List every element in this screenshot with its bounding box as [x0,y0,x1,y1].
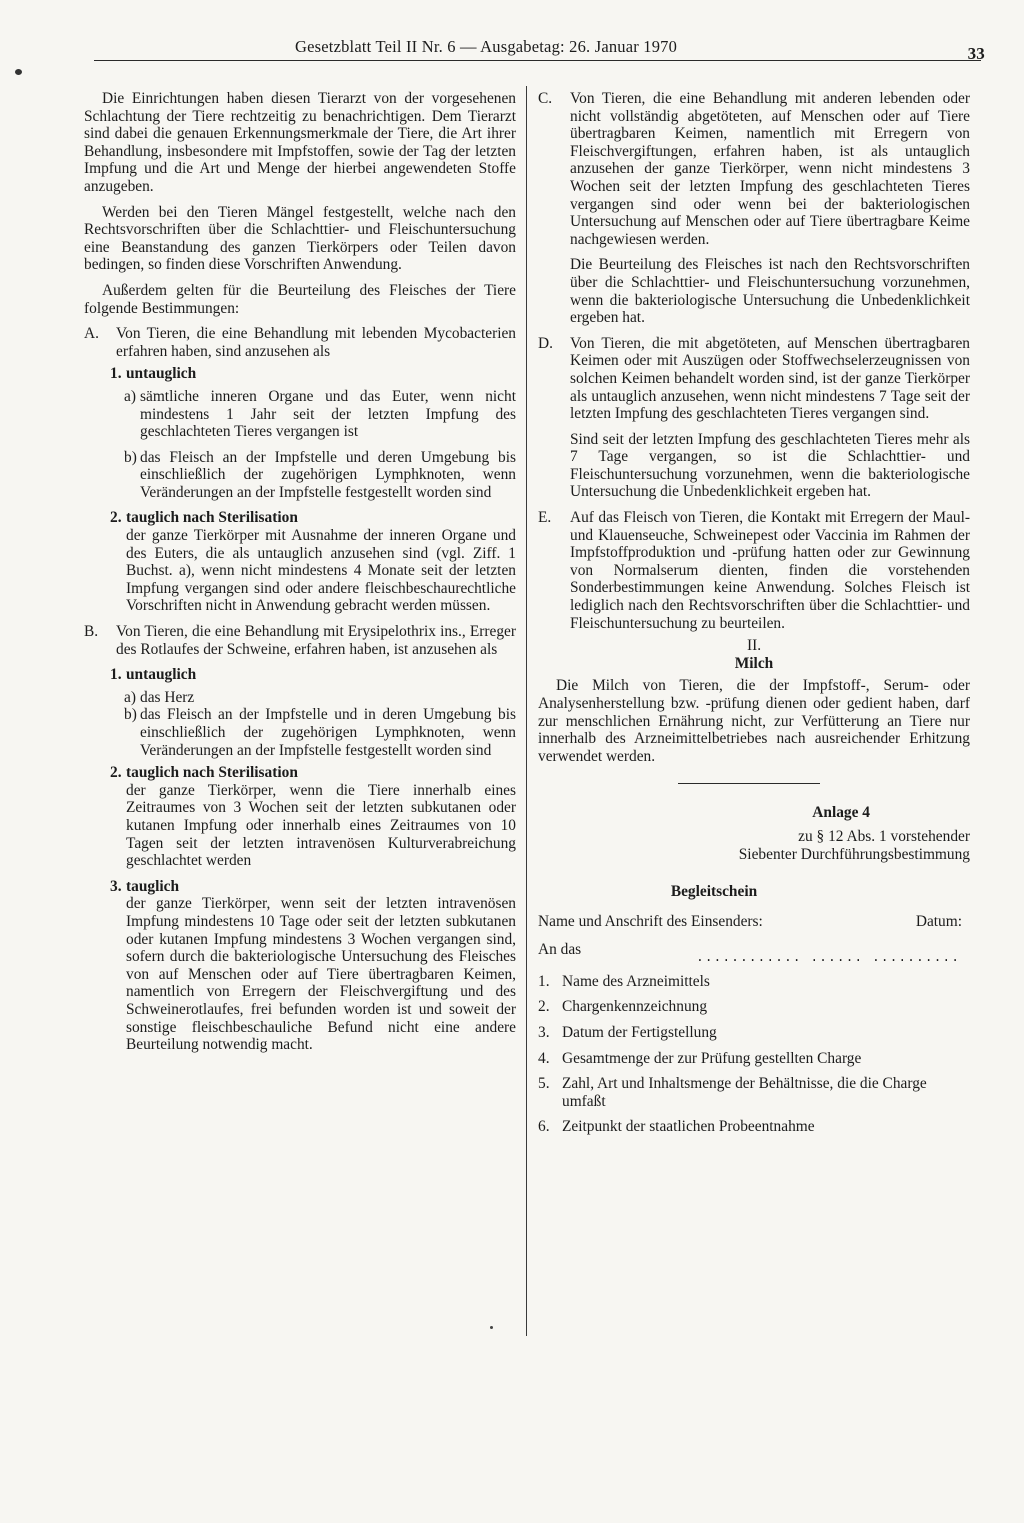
section-e [538,509,970,632]
header-title: Gesetzblatt Teil II Nr. 6 — Ausgabetag: 26. Januar 1970 [295,37,678,56]
section-b-1-a-text: das Herz [140,688,195,706]
section-c-label: C. [538,90,553,107]
section-b-2-label: 2. [110,764,122,782]
form-item [538,998,970,1016]
form-item-number: 1. [538,972,550,990]
anlage-ref-line-1: zu § 12 Abs. 1 vorstehender [798,827,970,845]
form-item [538,1050,970,1068]
section-a-text: Von Tieren, die eine Behandlung mit lebenden Mycobacterien erfahren haben, sind anzusehen als [116,325,516,360]
section-a-1-b-label: b) [124,448,137,466]
section-e-text: Auf das Fleisch von Tieren, die Kontakt mit Erregern der Maul- und Klauenseuche, Schweinepest oder Vaccinia im Rahmen der Impfstoffproduktion und -prüfung hatten oder zur Gewinnung von Normalserum dienten, finden die vorstehenden Sonderbestimmungen keine Anwendung. Solches Fleisch ist lediglich nach den Rechtsvorschriften über die Schlachttier- und Fleischuntersuchung zu beurteilen. [570,509,970,632]
section-b-1-b [84,706,516,759]
right-column [538,90,970,1136]
section-b-2-head: tauglich nach Sterilisation [126,764,298,782]
header-rule [94,60,981,61]
form-item-number: 3. [538,1023,550,1041]
form-recipient-row [538,941,970,965]
section-b-text: Von Tieren, die eine Behandlung mit Erysipelothrix ins., Erreger des Rotlaufes der Schweine, erfahren haben, ist anzusehen als [116,623,516,658]
form-item [538,1118,970,1136]
form-title: Begleitschein [670,883,758,901]
section-ii-heading: II. [746,637,762,655]
form-item-text: Zahl, Art und Inhaltsmenge der Behältnisse, die die Charge umfaßt [562,1075,927,1110]
section-b-1-head: untauglich [126,666,197,684]
section-c-text-2: Die Beurteilung des Fleisches ist nach den Rechtsvorschriften über die Schlachttier- und Fleischuntersuchung vorzunehmen, wenn die bakteriologische Untersuchung die Unbedenklichkeit ergeben hat. [570,256,970,327]
section-a-2 [84,509,516,615]
margin-dot [15,69,22,75]
section-a-label: A. [84,325,99,343]
form-recipient-label: An das [538,940,582,958]
form-date-label: Datum: [915,912,962,930]
section-b-3-head: tauglich [126,877,180,895]
form-item-text: Datum der Fertigstellung [562,1023,717,1041]
section-b-2 [84,764,516,870]
section-e-label: E. [538,509,552,527]
milch-heading: Milch [734,654,774,672]
column-divider [526,86,527,1336]
anlage-ref-line-2: Siebenter Durchführungsbestimmung [738,845,970,863]
section-b-3-label: 3. [110,877,122,895]
form-item-number: 6. [538,1118,550,1136]
form-item-number: 5. [538,1075,550,1093]
page-number: 33 [967,44,985,63]
section-a-1-a-text: sämtliche inneren Organe und das Euter, wenn nicht mindestens 1 Jahr seit der letzten Impfung des geschlachteten Tieres vergangen ist [140,387,516,441]
section-b [84,623,516,658]
section-b-1 [84,666,516,684]
form-item-text: Name des Arzneimittels [562,972,710,990]
left-column [84,90,516,1054]
section-a-1-b [84,449,516,502]
milch-text: Die Milch von Tieren, die der Impfstoff-, Serum- oder Analysenherstellung bzw. -prüfung dienen oder gedient haben, darf zur menschlichen Ernährung nicht, zur Verfütterung an Tiere nur innerhalb des Arzneimittelbetriebes nach ausreichender Erhitzung verwendet werden. [538,677,970,765]
section-a-1-b-text: das Fleisch an der Impfstelle und deren Umgebung bis einschließlich der zugehörigen Lymphknoten, wenn Veränderungen an der Impfstelle festgestellt worden sind [140,448,516,501]
section-a-2-text: der ganze Tierkörper mit Ausnahme der inneren Organe und des Euters, die als untauglich anzusehen sind (vgl. Ziff. 1 Buchst. a), wenn nicht mindestens 4 Monate seit der letzten Impfung vergangen sind oder andere fleischbeschaurechtliche Vorschriften nicht in Anwendung gebracht werden müssen. [126,527,516,615]
form-sender-label: Name und Anschrift des Einsenders: [538,912,763,930]
form-item [538,973,970,991]
section-d-text: Von Tieren, die mit abgetöteten, auf Menschen übertragbaren Keimen oder mit Auszügen oder Stoffwechselerzeugnissen von solchen Keimen behandelt worden sind, ist der ganze Tierkörper als untauglich anzusehen, wenn nicht mindestens 7 Tage seit der letzten Impfung des geschlachteten Tieres vergangen sind. [570,334,970,423]
section-a-1-head: untauglich [126,365,197,383]
form-recipient-dots: ............ ...... .......... [695,949,960,965]
section-b-3-text: der ganze Tierkörper, wenn seit der letzten intravenösen Impfung mindestens 10 Tage oder seit der letzten subkutanen oder kutanen Impfung mindestens 3 Wochen vergangen sind, sofern durch die bakteriologische Untersuchung des Fleisches von auf Menschen oder auf Tiere übertragbaren Keimen, namentlich von Erregern der Fleischvergiftung und des Schweinerotlaufes, frei befunden worden ist und soweit der sonstige fleischbeschauliche Befund nicht eine andere Beurteilung notwendig macht. [126,895,516,1054]
form-item-number: 4. [538,1049,550,1067]
form-item-text: Zeitpunkt der staatlichen Probeentnahme [562,1118,815,1136]
section-b-1-a [84,689,516,707]
paragraph-2: Werden bei den Tieren Mängel festgestellt, welche nach den Rechtsvorschriften über die Schlachttier- und Fleischuntersuchung eine Beanstandung des ganzen Tierkörpers oder Teilen davon bedingen, so finden diese Vorschriften Anwendung. [84,203,516,274]
section-b-1-label: 1. [110,666,122,684]
section-d [538,335,970,501]
form-item-text: Chargenkennzeichnung [562,998,708,1016]
section-d-text-2: Sind seit der letzten Impfung des geschlachteten Tieres mehr als 7 Tage vergangen, so ist die Schlachttier- und Fleischuntersuchung vorzunehmen, wenn die bakteriologische Untersuchung die Unbedenklichkeit ergeben hat. [570,430,970,501]
form-item-text: Gesamtmenge der zur Prüfung gestellten Charge [562,1049,862,1067]
form-item [538,1075,970,1110]
section-c [538,90,970,327]
section-c-text: Von Tieren, die eine Behandlung mit anderen lebenden oder nicht vollständig abgetöteten, auf Menschen oder auf Tiere übertragbaren Keimen, namentlich mit Erregern von Fleischvergiftungen, erfahren haben, ist als untauglich anzusehen der ganze Tierkörper, wenn nicht mindestens 3 Wochen seit der letzten Impfung des geschlachteten Tieres vergangen sind oder wenn bei der bakteriologischen Untersuchung auf Menschen oder auf Tiere übertragbare Keime nachgewiesen werden. [570,90,970,248]
section-a-2-head: tauglich nach Sterilisation [126,509,298,527]
section-b-1-a-label: a) [124,688,136,706]
form-items-list [538,973,970,1136]
section-a-1-label: 1. [110,365,122,383]
section-b-1-b-text: das Fleisch an der Impfstelle und in deren Umgebung bis einschließlich der zugehörigen Lymphknoten, wenn Veränderungen an der Impfstelle festgestellt worden sind [140,706,516,759]
page-header [295,33,985,63]
section-a-1-a [84,388,516,441]
section-b-3 [84,878,516,1054]
section-a-2-label: 2. [110,509,122,527]
separator-rule [678,783,820,784]
paragraph-1: Die Einrichtungen haben diesen Tierarzt von der vorgesehenen Schlachtung der Tiere rechtzeitig zu benachrichtigen. Dem Tierarzt sind dabei die genauen Erkennungsmerkmale der Tiere, die Art ihrer Behandlung, insbesondere mit Impfstoffen, sowie der Tag der letzten Impfung und die Art und Menge der hierbei angewendeten Stoffe anzugeben. [84,90,516,195]
paragraph-3: Außerdem gelten für die Beurteilung des Fleisches der Tiere folgende Bestimmungen: [84,281,516,317]
stray-mark [490,1326,493,1329]
section-a-1 [84,365,516,383]
section-d-label: D. [538,334,553,352]
section-b-1-b-label: b) [124,706,137,724]
anlage-title: Anlage 4 [812,804,870,822]
section-b-2-text: der ganze Tierkörper, wenn die Tiere innerhalb eines Zeitraumes von 3 Wochen seit der letzten subkutanen oder kutanen Impfung oder innerhalb eines Zeitraumes von 10 Tagen seit der letzten intravenösen Kulturverabreichung geschlachtet werden [126,781,516,870]
section-a [84,325,516,360]
form-item [538,1024,970,1042]
section-b-label: B. [84,623,99,641]
form-sender-row [538,913,970,937]
form-item-number: 2. [538,998,550,1016]
section-a-1-a-label: a) [124,387,136,405]
